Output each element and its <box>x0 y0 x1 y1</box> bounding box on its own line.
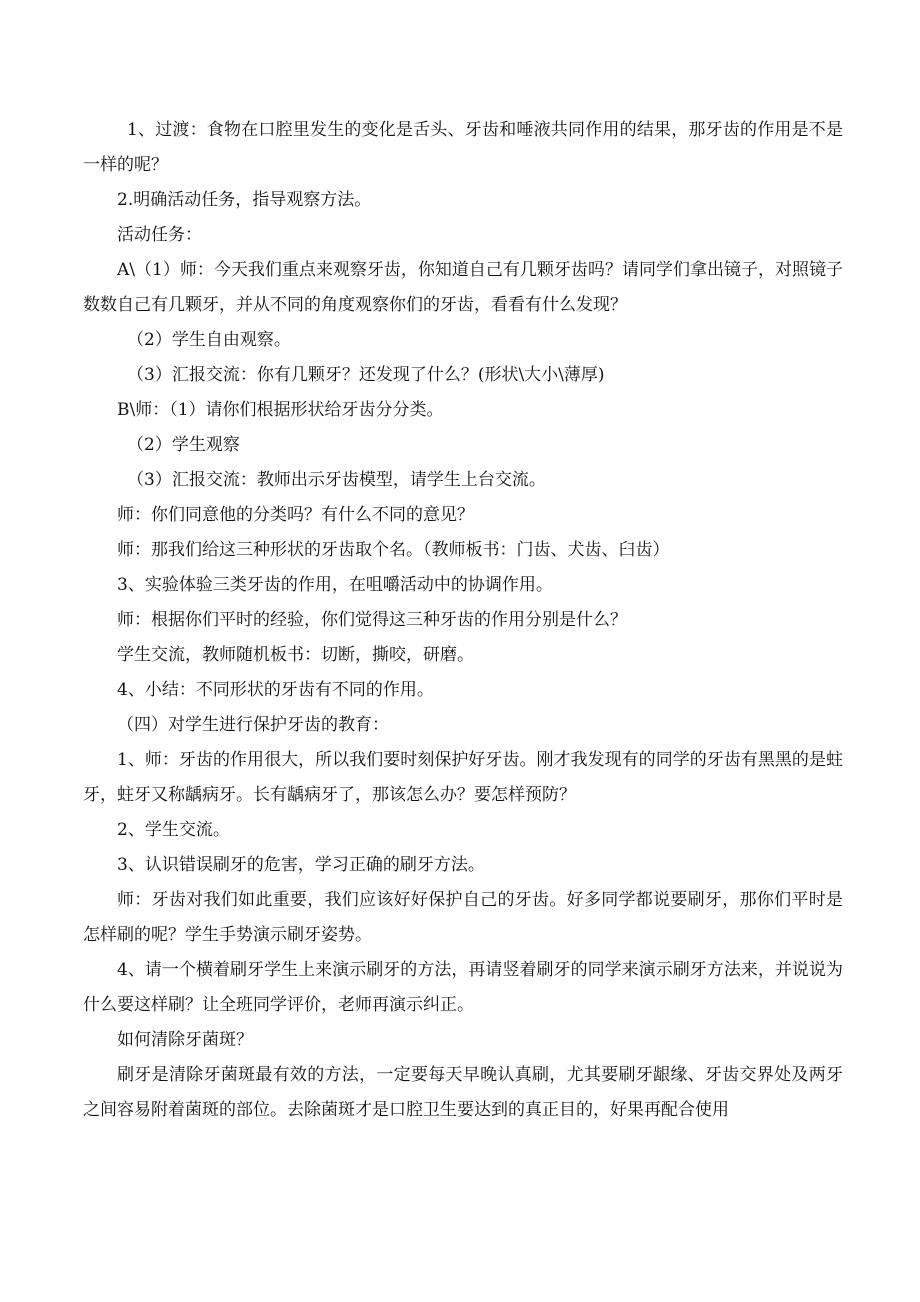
paragraph-experiment: 3、实验体验三类牙齿的作用，在咀嚼活动中的协调作用。 <box>117 575 553 595</box>
paragraph-a-report: （3）汇报交流：你有几颗牙？还发现了什么？(形状\大小\薄厚) <box>127 365 605 385</box>
paragraph-cavity: 1、师：牙齿的作用很大，所以我们要时刻保护好牙齿。刚才我发现有的同学的牙齿有黑黑的是蛀牙，蛀牙又称龋病牙。长有龋病牙了，那该怎么办？要怎样预防？ <box>83 750 843 805</box>
paragraph-task-method: 2.明确活动任务，指导观察方法。 <box>117 190 372 210</box>
paragraph-plaque-question: 如何清除牙菌斑？ <box>117 1030 253 1050</box>
document-body <box>83 113 843 1128</box>
paragraph-b-observe: （2）学生观察 <box>127 435 240 455</box>
paragraph-b-report: （3）汇报交流：教师出示牙齿模型，请学生上台交流。 <box>127 470 546 490</box>
paragraph-a-observe: A\（1）师：今天我们重点来观察牙齿，你知道自己有几颗牙齿吗？请同学们拿出镜子，对照镜子数数自己有几颗牙，并从不同的角度观察你们的牙齿，看看有什么发现？ <box>83 260 843 315</box>
paragraph-transition: 1、过渡：食物在口腔里发生的变化是舌头、牙齿和唾液共同作用的结果，那牙齿的作用是不是一样的呢？ <box>83 120 843 175</box>
paragraph-brushing-harm: 3、认识错误刷牙的危害，学习正确的刷牙方法。 <box>117 855 485 875</box>
paragraph-brushing-demo: 4、请一个横着刷牙学生上来演示刷牙的方法，再请竖着刷牙的同学来演示刷牙方法来，并说说为什么要这样刷？让全班同学评价，老师再演示纠正。 <box>83 960 843 1015</box>
paragraph-student-exchange: 学生交流，教师随机板书：切断，撕咬，研磨。 <box>117 645 474 665</box>
paragraph-naming: 师：那我们给这三种形状的牙齿取个名。（教师板书：门齿、犬齿、臼齿） <box>117 540 670 560</box>
paragraph-summary: 4、小结：不同形状的牙齿有不同的作用。 <box>117 680 434 700</box>
paragraph-brushing-importance: 师：牙齿对我们如此重要，我们应该好好保护自己的牙齿。好多同学都说要刷牙，那你们平时是怎样刷的呢？学生手势演示刷牙姿势。 <box>83 890 843 945</box>
paragraph-function-question: 师：根据你们平时的经验，你们觉得这三种牙齿的作用分别是什么？ <box>117 610 627 630</box>
paragraph-exchange-2: 2、学生交流。 <box>117 820 230 840</box>
paragraph-section-four: （四）对学生进行保护牙齿的教育： <box>117 715 389 735</box>
paragraph-plaque-answer: 刷牙是清除牙菌斑最有效的方法，一定要每天早晚认真刷，尤其要刷牙龈缘、牙齿交界处及两牙之间容易附着菌斑的部位。去除菌斑才是口腔卫生要达到的真正目的，好果再配合使用 <box>83 1065 843 1120</box>
paragraph-task-heading: 活动任务： <box>117 225 202 245</box>
paragraph-b-classify: B\师：（1）请你们根据形状给牙齿分分类。 <box>117 400 444 420</box>
paragraph-agree-question: 师：你们同意他的分类吗？有什么不同的意见？ <box>117 505 474 525</box>
paragraph-a-free-observe: （2）学生自由观察。 <box>127 330 291 350</box>
